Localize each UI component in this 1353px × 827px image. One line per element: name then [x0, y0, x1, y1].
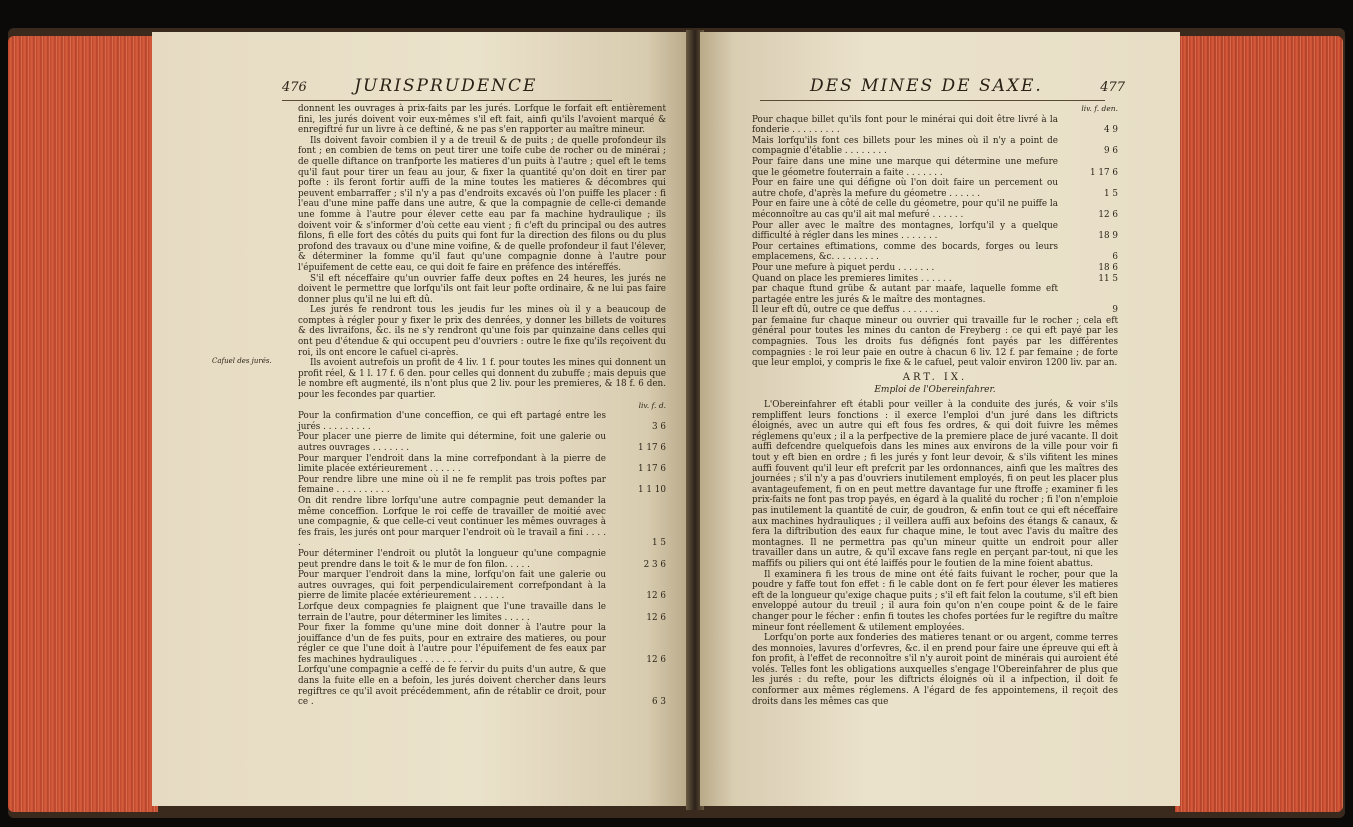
- fee-entry-amount: 1 17 6: [638, 443, 666, 453]
- fee-entry-text: Pour déterminer l'endroit ou plutôt la longueur qu'une compagnie peut prendre dans le toit & le mur de fon filon. . . . .: [298, 548, 606, 570]
- right-page: [700, 32, 1180, 806]
- left-column-heading: liv. f. d.: [638, 400, 666, 410]
- fee-entry-text: Quand on place les premieres limites . . . . . .: [752, 273, 952, 284]
- fee-entry-text: Lorfqu'une compagnie a ceffé de fe fervir du puits d'un autre, & que dans la fuite elle en a befoin, les jurés doivent chercher dans leurs regiftres ce qu'il avoit précédemment, afin de rétablir ce droit, pour ce .: [298, 665, 606, 708]
- fee-entry: [752, 242, 1118, 263]
- fee-entry-text: Pour en faire une qui défigne où l'on doit faire un percement ou autre chofe, d'après la mefure du géometre . . . . . .: [752, 178, 1058, 199]
- right-body: [752, 104, 1118, 707]
- left-paragraph: S'il eft néceffaire qu'un ouvrier faffe deux poftes en 24 heures, les jurés ne doivent le permettre que lorfqu'ils ont fait leur pofte ordinaire, & ne lui pas faire donner plus qu'il ne lui eft dû.: [298, 273, 666, 305]
- fee-entry-amount: 1 5: [1104, 188, 1118, 199]
- fee-entry-amount: 4 9: [1104, 125, 1118, 136]
- book-edge-right: [1175, 36, 1343, 812]
- right-header-rule: [760, 100, 1105, 101]
- fee-entry-text: Pour marquer l'endroit dans la mine, lorfqu'on fait une galerie ou autres ouvrages, qui foit perpendiculairement correfpondant à la pierre de limite placée extérieurement . . . . . .: [298, 570, 606, 602]
- fee-entry: [298, 496, 666, 549]
- fee-entry: [298, 549, 666, 570]
- left-paragraph: Ils avoient autrefois un profit de 4 liv. 1 f. pour toutes les mines qui donnent un profit réel, & 1 l. 17 f. 6 den. pour celles qui donnent du zubuffe ; mais depuis que le nombre eft augmenté, ils n'ont plus que 2 liv. pour les premieres, & 18 f. 6 den. pour les fecondes par quartier.: [298, 358, 666, 401]
- margin-note: Cafuel des jurés.: [212, 357, 272, 365]
- fee-entry: [752, 136, 1118, 157]
- fee-entry-text: Mais lorfqu'ils font ces billets pour les mines où il n'y a point de compagnie d'établie . . . . . . . .: [752, 135, 1058, 157]
- left-body: [298, 104, 666, 708]
- fee-entry: [752, 157, 1118, 178]
- fee-entry-text: Pour chaque billet qu'ils font pour le minérai qui doit être livré à la fonderie . . . . . . . . .: [752, 114, 1058, 136]
- left-header-rule: [282, 100, 612, 101]
- fee-entry: [298, 411, 666, 432]
- right-page-number: 477: [1100, 80, 1126, 95]
- fee-entry-amount: 1 1 10: [638, 485, 666, 496]
- fee-entry-amount: 12 6: [1098, 209, 1118, 220]
- fee-entry-text: Pour certaines eftimations, comme des bocards, forges ou leurs emplacemens, &c. . . . . . . . .: [752, 241, 1058, 263]
- right-paragraph: Il examinera fi les trous de mine ont été faits fuivant le rocher, pour que la poudre y faffe tout fon effet : fi le cable dont on fe fert pour élever les matieres eft de la longueur qu'exige chaque puits ; s'il eft fait felon la coutume, s'il eft bien enveloppé autour du treuil ; il aura foin qu'on n'en coupe point & de le faire changer pour le fécher : enfin fi toutes les chofes portées fur le regiftre du maître mineur font réellement & utilement employées.: [752, 569, 1118, 633]
- fee-entry: [752, 221, 1118, 242]
- left-header: [282, 76, 537, 96]
- fee-entry-amount: 11 5: [1098, 273, 1118, 284]
- fee-entry-text: Il leur eft dû, outre ce que deffus . . . . . . .: [752, 305, 939, 316]
- fee-entry: [298, 570, 666, 602]
- fee-entry-amount: 12 6: [646, 591, 666, 602]
- right-fee-list: [752, 115, 1118, 316]
- fee-entry-text: Pour faire dans une mine une marque qui détermine une mefure que le géometre fouterrain a faite . . . . . . .: [752, 156, 1058, 178]
- fee-entry-amount: 1 5: [652, 538, 666, 549]
- left-page: [152, 32, 689, 806]
- fee-entry: [752, 263, 1118, 274]
- left-fee-list: [298, 411, 666, 708]
- fee-entry-text: Pour fixer la fomme qu'une mine doit donner à l'autre pour la jouiffance d'un de fes puits, pour en extraire des matieres, ou pour régler ce que l'une doit à l'autre pour l'épuifement de fes eaux par fes machines hydrauliques . . . . . . . . . .: [298, 623, 606, 665]
- section-subtitle: Emploi de l'Obereinfahrer.: [874, 385, 996, 396]
- fee-entry: [298, 602, 666, 623]
- fee-entry: [752, 305, 1118, 316]
- fee-entry-amount: 2 3 6: [643, 559, 666, 570]
- fee-entry-text: Pour une mefure à piquet perdu . . . . . . .: [752, 262, 935, 273]
- fee-entry: [752, 199, 1118, 220]
- fee-entry: [752, 178, 1118, 199]
- section-title: ART. IX.: [902, 371, 968, 383]
- right-paragraph: par femaine fur chaque mineur ou ouvrier qui travaille fur le rocher ; cela eft général pour toutes les mines du canton de Freyberg : ce qui eft payé par les compagnies. Tous les droits fus défignés font payés par les différentes compagnies : le roi leur paie en outre à chacun 6 liv. 12 f. par femaine ; de forte que leur emploi, y compris le fixe & le cafuel, peut valoir environ 1200 liv. par an.: [752, 315, 1118, 369]
- right-running-head: DES MINES DE SAXE.: [810, 76, 1043, 96]
- fee-entry-text: Pour en faire une à côté de celle du géometre, pour qu'il ne puiffe la méconnoître au cas qu'il ait mal mefuré . . . . . .: [752, 199, 1058, 220]
- fee-entry-amount: 18 9: [1098, 231, 1118, 242]
- fee-entry: [298, 623, 666, 665]
- fee-entry-text: Pour rendre libre une mine où il ne fe remplit pas trois poftes par femaine . . . . . . . . . .: [298, 474, 606, 496]
- fee-entry: [752, 115, 1118, 136]
- book-edge-left: [8, 36, 158, 812]
- fee-entry-amount: 18 6: [1098, 262, 1118, 273]
- left-running-head: JURISPRUDENCE: [354, 76, 538, 96]
- fee-entry-amount: 6: [1112, 252, 1118, 263]
- fee-entry-amount: 12 6: [646, 612, 666, 623]
- fee-entry-amount: 1 17 6: [1090, 167, 1118, 178]
- fee-entry: [298, 475, 666, 496]
- fee-entry: [298, 432, 666, 453]
- fee-entry: [298, 454, 666, 475]
- fee-entry: [752, 274, 1118, 285]
- fee-entry-amount: 9 6: [1104, 146, 1118, 157]
- right-paragraph: Lorfqu'on porte aux fonderies des matieres tenant or ou argent, comme terres des monnoies, lavures d'orfevres, &c. il en prend pour faire une épreuve qui eft à fon profit, à l'effet de reconnoître s'il n'y auroit point de minérais qui auroient été volés. Telles font les obligations auxquelles s'engage l'Obereinfahrer de plus que les jurés : du refte, pour les diftricts éloignés où il a infpection, il doit fe conformer aux mêmes réglemens. A l'égard de fes appointemens, il reçoit des droits dans les mêmes cas que: [752, 633, 1118, 707]
- fee-entry-amount: 12 6: [646, 654, 666, 665]
- fee-entry-text: Pour la confirmation d'une conceffion, ce qui eft partagé entre les jurés . . . . . . . . .: [298, 411, 606, 432]
- left-paragraph: donnent les ouvrages à prix-faits par les jurés. Lorfque le forfait eft entièrement fini, les jurés doivent voir eux-mêmes s'il eft fait, ainfi qu'ils l'avoient marqué & enregiftré fur un livre à ce deftiné, & ne pas s'en rapporter au maître mineur.: [298, 104, 666, 136]
- fee-entry-text: Pour marquer l'endroit dans la mine correfpondant à la pierre de limite placée extérieurement . . . . . .: [298, 453, 606, 475]
- left-paragraph: Les jurés fe rendront tous les jeudis fur les mines où il y a beaucoup de comptes à régler pour y fixer le prix des denrées, y donner les billets de voitures & des livraifons, &c. ils ne s'y rendront qu'une fois par quinzaine dans celles qui ont peu d'étendue & qui occupent peu d'ouvriers : outre le fixe qu'ils reçoivent du roi, ils ont encore le cafuel ci-après.: [298, 305, 666, 358]
- fee-entry-text: Lorfque deux compagnies fe plaignent que l'une travaille dans le terrain de l'autre, pour déterminer les limites . . . . .: [298, 601, 606, 623]
- right-header: [810, 76, 1125, 96]
- fee-entry-text: Pour aller avec le maître des montagnes, lorfqu'il y a quelque difficulté à régler dans les mines . . . . . . .: [752, 220, 1058, 242]
- left-paragraph: Ils doivent favoir combien il y a de treuil & de puits ; de quelle profondeur ils font ; en combien de tems on peut tirer une toife cube de rocher ou de minérai ; de quelle diftance on tranfporte les matieres d'un puits à l'autre ; quel eft le tems qu'il faut pour tirer un feau au jour, & fixer la quantité qu'on doit en tirer par pofte : ils feront fortir auffi de la mine toutes les matieres & décombres qui peuvent embarraffer ; s'il n'y a pas d'endroits excavés où l'on puiffe les placer : fi l'eau d'une mine paffe dans une autre, & que la compagnie de celle-ci demande une fomme à l'autre pour élever cette eau par fa machine hydraulique ; ils doivent voir & s'informer d'où cette eau vient ; fi c'eft du principal ou des autres filons, fi elle fort des côtés du puits qui font fur la direction des filons ou du plus profond des travaux ou d'une mine voifine, & de quelle profondeur il faut l'élever, & déterminer la fomme qu'il faut qu'une compagnie donne à l'autre pour l'épuifement de cette eau, ce qui doit fe faire en préfence des intéreffés.: [298, 135, 666, 273]
- fee-entry-text: par chaque ftund grübe & autant par maafe, laquelle fomme eft partagée entre les jurés & le maître des montagnes.: [752, 284, 1058, 305]
- right-column-heading: liv. f. den.: [1081, 104, 1118, 113]
- fee-entry: [298, 665, 666, 707]
- right-paragraph: L'Obereinfahrer eft établi pour veiller à la conduite des jurés, & voir s'ils rempliffent leurs fonctions : il exerce l'emploi d'un juré dans les diftricts éloignés, avec un autre qui eft fous fes ordres, & qui doit fuivre les mêmes réglemens qu'eux ; il a la perfpective de la premiere place de juré vacante. Il doit auffi defcendre quelquefois dans les mines aux environs de la ville pour voir fi tout y eft bien en ordre ; fi les jurés y font leur devoir, & s'ils vifitent les mines auffi fouvent qu'il leur eft prefcrit par les ordonnances, ainfi que les maîtres des journées ; s'il n'y a pas d'ouvriers inutilement employés, fi on peut les placer plus avantageufement, fi on en peut mettre davantage fur une ftroffe ; examiner fi les prix-faits ne font pas trop payés, en égard à la qualité du rocher ; fi l'on n'emploie pas inutilement la quantité de cuir, de goudron, & enfin tout ce qui eft néceffaire aux machines hydrauliques ; il veillera auffi aux befoins des étangs & canaux, & fera la diftribution des eaux fur chaque mine, le tout avec l'avis du maître des montagnes. Il ne permettra pas qu'un mineur quitte un endroit pour aller travailler dans un autre, & qu'il excave fans regle en perçant par-tout, ni que les maffifs ou piliers qui ont été laiffés pour le foutien de la mine foient abattus.: [752, 400, 1118, 569]
- left-page-number: 476: [282, 80, 307, 95]
- fee-entry-amount: 9: [1112, 305, 1118, 316]
- fee-entry-amount: 1 17 6: [638, 464, 666, 475]
- fee-entry-amount: 3 6: [652, 421, 666, 432]
- fee-entry-text: Pour placer une pierre de limite qui détermine, foit une galerie ou autres ouvrages . . . . . . .: [298, 432, 606, 453]
- fee-entry-text: On dit rendre libre lorfqu'une autre compagnie peut demander la même conceffion. Lorfque le roi ceffe de travailler de moitié avec une compagnie, & que celle-ci veut continuer les mêmes ouvrages à fes frais, les jurés ont pour marquer l'endroit où le travail a fini . . . . .: [298, 495, 606, 549]
- fee-entry: [752, 284, 1118, 305]
- fee-entry-amount: 6 3: [652, 697, 666, 708]
